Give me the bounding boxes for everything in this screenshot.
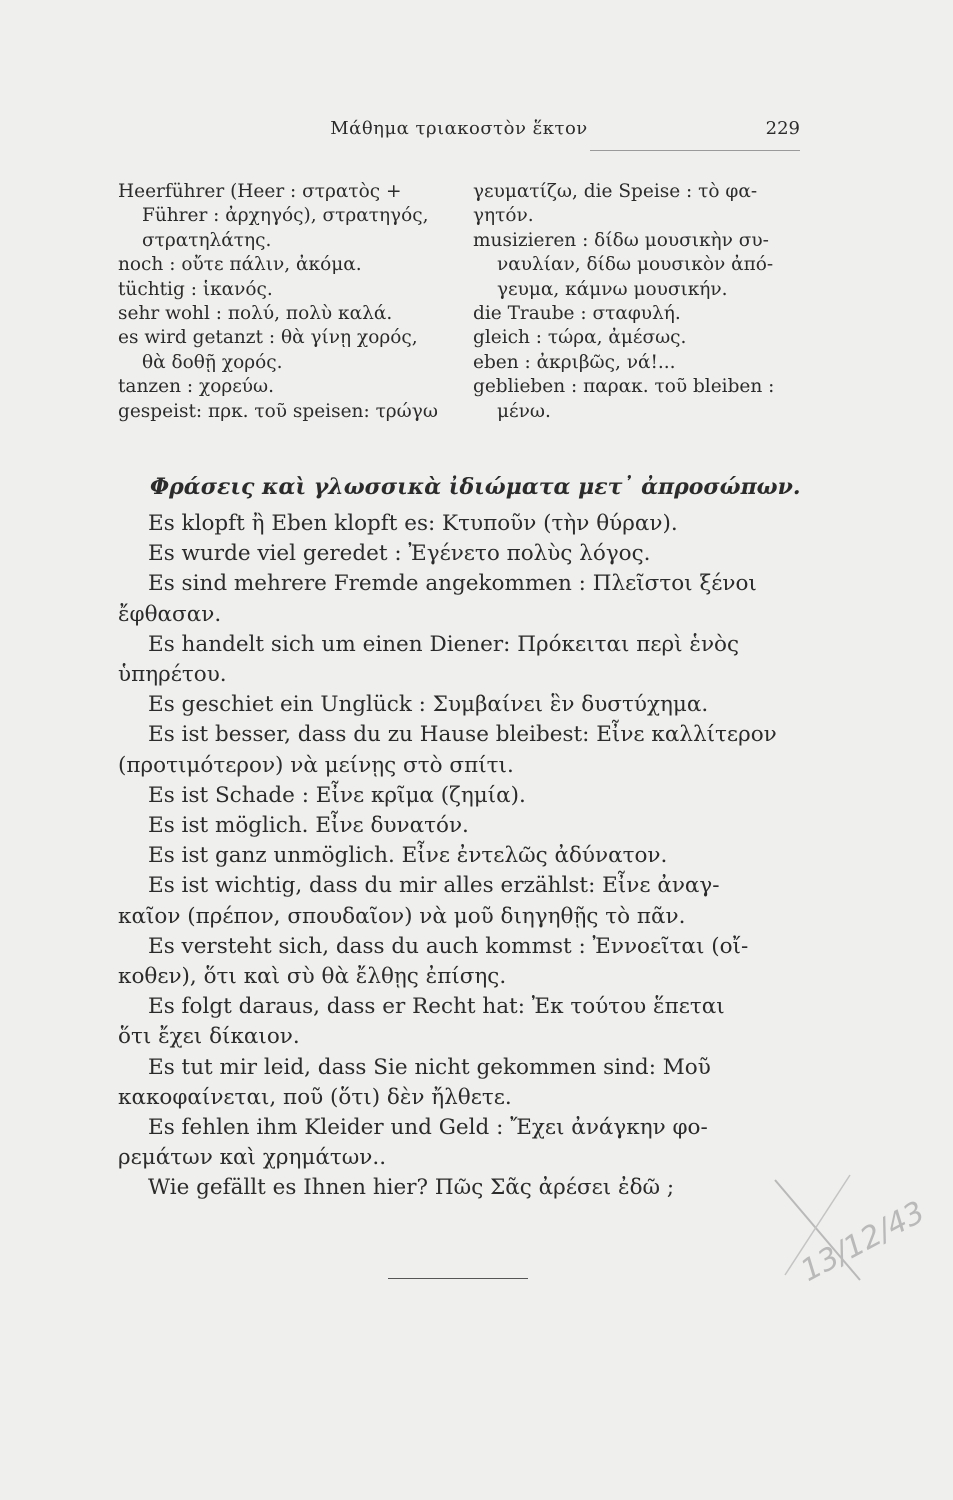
phrase-line: Es fehlen ihm Kleider und Geld : Ἔχει ἀνάγκην φο- — [148, 1115, 708, 1141]
phrase-line: Es handelt sich um einen Diener: Πρόκειται περὶ ἑνὸς — [148, 631, 740, 657]
phrase-line: Es geschiet ein Unglück : Συμβαίνει ἓν δυστύχημα. — [148, 692, 709, 718]
vocab-line: sehr wohl : πολύ, πολὺ καλά. — [118, 303, 393, 325]
vocab-line: γητόν. — [473, 205, 534, 227]
vocab-line: γευμα, κάμνω μουσικήν. — [497, 278, 728, 300]
vocab-line: gleich : τώρα, ἀμέσως. — [473, 327, 687, 349]
vocab-line: geblieben : παρακ. τοῦ bleiben : — [473, 376, 775, 398]
pencil-date-annotation — [765, 1170, 931, 1290]
phrase-list — [118, 509, 800, 1204]
phrase-line: Es versteht sich, dass du auch kommst : Ἐννοεῖται (οἴ- — [148, 933, 749, 959]
vocab-line: Führer : ἀρχηγός), στρατηγός, — [142, 205, 429, 227]
phrase-line: Es ist ganz unmöglich. Εἶνε ἐντελῶς ἀδύνατον. — [148, 843, 668, 869]
vocab-line: tanzen : χορεύω. — [118, 376, 275, 398]
vocab-line: die Traube : σταφυλή. — [473, 303, 681, 325]
vocabulary-right-column — [473, 180, 803, 424]
phrase-line: (προτιμότερον) νὰ μείνῃς στὸ σπίτι. — [118, 752, 514, 778]
header-rule — [590, 150, 800, 151]
phrase-line: κοθεν), ὅτι καὶ σὺ θὰ ἔλθῃς ἐπίσης. — [118, 964, 507, 990]
vocab-line: musizieren : δίδω μουσικὴν συ- — [473, 229, 769, 251]
phrase-line: καῖον (πρέπον, σπουδαῖον) νὰ μοῦ διηγηθῇς τὸ πᾶν. — [118, 903, 686, 929]
phrase-line: ἔφθασαν. — [118, 601, 222, 627]
phrase-line: Es tut mir leid, dass Sie nicht gekommen sind: Μοῦ — [148, 1054, 711, 1080]
pencil-date-text: 13/12/43 — [795, 1194, 931, 1289]
vocab-line: es wird getanzt : θὰ γίνῃ χορός, — [118, 327, 418, 349]
running-title: Μάθημα τριακοστὸν ἕκτον — [330, 118, 588, 139]
vocab-line: tüchtig : ἱκανός. — [118, 278, 273, 300]
vocabulary-left-column — [118, 180, 468, 424]
phrase-line: Es ist wichtig, dass du mir alles erzählst: Εἶνε ἀναγ- — [148, 873, 720, 899]
phrase-line: Es wurde viel geredet : Ἐγένετο πολὺς λόγος. — [148, 541, 651, 567]
vocab-line: στρατηλάτης. — [142, 229, 272, 251]
phrase-line: Es ist Schade : Εἶνε κρῖμα (ζημία). — [148, 782, 526, 808]
phrase-line: Wie gefällt es Ihnen hier? Πῶς Σᾶς ἀρέσει ἐδῶ ; — [148, 1175, 675, 1201]
phrase-line: ὑπηρέτου. — [118, 662, 227, 688]
vocab-line: ναυλίαν, δίδω μουσικὸν ἀπό- — [497, 254, 774, 276]
running-header — [118, 118, 800, 148]
phrase-line: Es klopft ἢ Eben klopft es: Κτυποῦν (τὴν θύραν). — [148, 511, 678, 536]
vocab-line: Heerführer (Heer : στρατὸς + — [118, 181, 402, 202]
phrase-line: ὅτι ἔχει δίκαιον. — [118, 1024, 300, 1050]
section-title: Φράσεις καὶ γλωσσικὰ ἰδιώματα μετ᾽ ἀπροσώπων. — [150, 474, 801, 500]
phrase-line: ρεμάτων καὶ χρημάτων.. — [118, 1145, 387, 1171]
phrase-line: Es folgt daraus, dass er Recht hat: Ἐκ τούτου ἕπεται — [148, 994, 725, 1020]
vocab-line: μένω. — [497, 400, 551, 422]
vocab-line: θὰ δοθῇ χορός. — [142, 351, 283, 373]
phrase-line: Es ist besser, dass du zu Hause bleibest: Εἶνε καλλίτερον — [148, 722, 777, 748]
vocab-line: gespeist: πρκ. τοῦ speisen: τρώγω — [118, 400, 438, 422]
phrase-line: Es sind mehrere Fremde angekommen : Πλεῖστοι ξένοι — [148, 571, 757, 597]
vocab-line: noch : οὔτε πάλιν, ἀκόμα. — [118, 254, 362, 276]
vocab-line: eben : ἀκριβῶς, νά!... — [473, 351, 676, 373]
phrase-line: Es ist möglich. Εἶνε δυνατόν. — [148, 813, 469, 839]
page-number: 229 — [765, 118, 800, 139]
vocab-line: γευματίζω, die Speise : τὸ φα- — [473, 181, 758, 202]
phrase-line: κακοφαίνεται, ποῦ (ὅτι) δὲν ἤλθετε. — [118, 1084, 512, 1110]
end-rule — [388, 1278, 528, 1279]
